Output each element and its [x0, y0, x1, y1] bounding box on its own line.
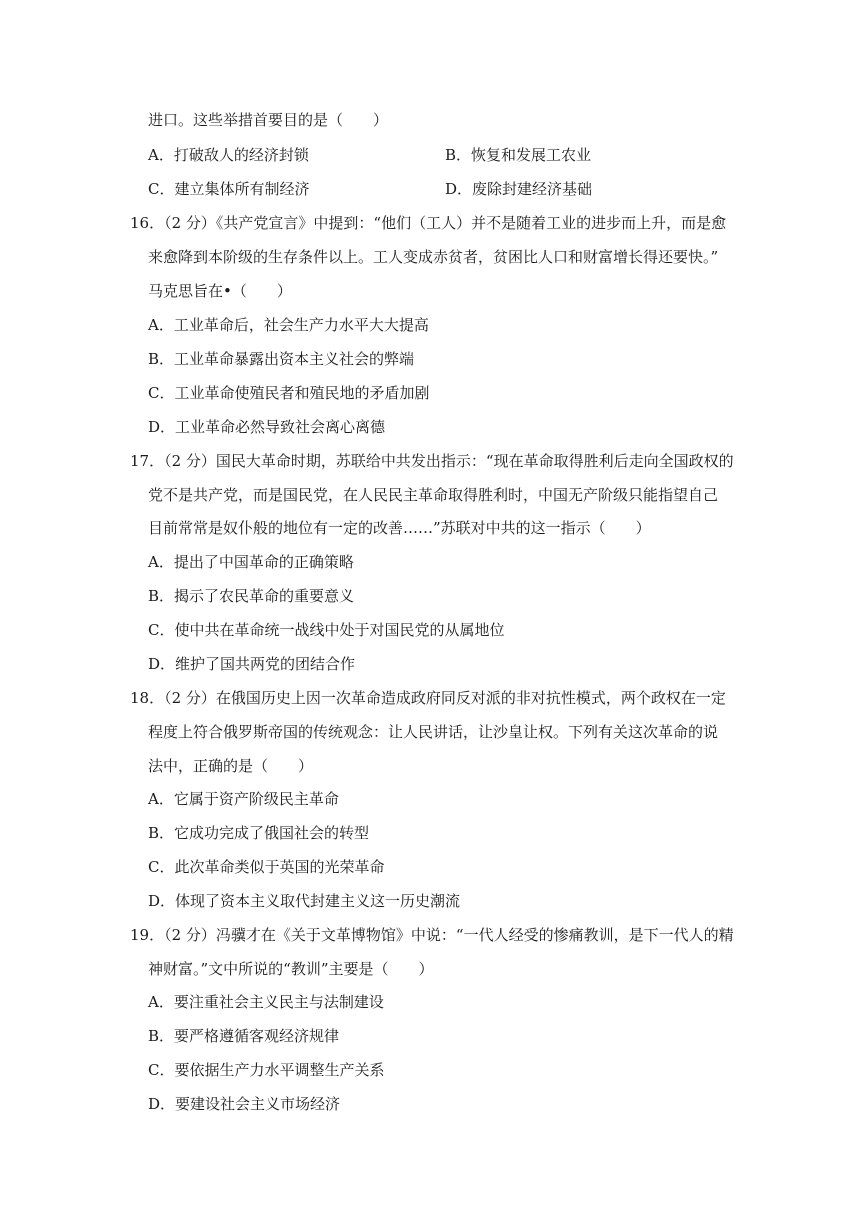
q19-option-d: D．要建设社会主义市场经济 [148, 1095, 341, 1113]
q16-stem-line-2: 来愈降到本阶级的生存条件以上。工人变成赤贫者，贫困比人口和财富增长得还要快。” [148, 248, 719, 266]
q19-option-b: B．要严格遵循客观经济规律 [148, 1027, 340, 1045]
q17-option-b: B．揭示了农民革命的重要意义 [148, 587, 355, 605]
q15-stem-tail: 进口。这些举措首要目的是（ ） [148, 111, 389, 129]
q16-option-a: A．工业革命后，社会生产力水平大大提高 [148, 316, 429, 334]
q18-option-a: A．它属于资产阶级民主革命 [148, 790, 339, 808]
q19-option-c: C．要依据生产力水平调整生产关系 [148, 1061, 385, 1079]
q18-stem-line-2: 程度上符合俄罗斯帝国的传统观念：让人民讲话，让沙皇让权。下列有关这次革命的说 [148, 723, 719, 741]
q18-option-c: C．此次革命类似于英国的光荣革命 [148, 858, 385, 876]
q16-stem-line-1: 16．（2 分）《共产党宣言》中提到：“他们（工人）并不是随着工业的进步而上升，而是愈 [130, 214, 727, 232]
q17-stem-line-1: 17．（2 分）国民大革命时期，苏联给中共发出指示：“现在革命取得胜利后走向全国政权的 [130, 452, 734, 470]
q18-option-b: B．它成功完成了俄国社会的转型 [148, 824, 370, 842]
q18-stem-line-1: 18．（2 分）在俄国历史上因一次革命造成政府同反对派的非对抗性模式，两个政权在一定 [130, 689, 726, 707]
q15-option-b: B．恢复和发展工农业 [445, 146, 592, 164]
q15-option-d: D．废除封建经济基础 [445, 180, 593, 198]
q15-option-a: A．打破敌人的经济封锁 [148, 146, 309, 164]
q16-option-b: B．工业革命暴露出资本主义社会的弊端 [148, 350, 415, 368]
q18-stem-line-3: 法中，正确的是（ ） [148, 757, 314, 775]
q19-option-a: A．要注重社会主义民主与法制建设 [148, 993, 384, 1011]
q17-stem-line-2: 党不是共产党，而是国民党，在人民民主革命取得胜利时，中国无产阶级只能指望自己 [148, 486, 719, 504]
q16-option-d: D．工业革命必然导致社会离心离德 [148, 418, 386, 436]
q17-option-c: C．使中共在革命统一战线中处于对国民党的从属地位 [148, 621, 505, 639]
q15-option-c: C．建立集体所有制经济 [148, 180, 310, 198]
q17-option-a: A．提出了中国革命的正确策略 [148, 553, 354, 571]
q17-option-d: D．维护了国共两党的团结合作 [148, 655, 356, 673]
q16-stem-line-3: 马克思旨在•（ ） [148, 282, 292, 300]
q18-option-d: D．体现了资本主义取代封建主义这一历史潮流 [148, 892, 461, 910]
q19-stem-line-1: 19．（2 分）冯骥才在《关于文革博物馆》中说：“一代人经受的惨痛教训，是下一代人的精 [130, 926, 734, 944]
q19-stem-line-2: 神财富。”文中所说的“教训”主要是（ ） [148, 960, 434, 978]
q17-stem-line-3: 目前常常是奴仆般的地位有一定的改善……”苏联对中共的这一指示（ ） [148, 519, 651, 537]
q16-option-c: C．工业革命使殖民者和殖民地的矛盾加剧 [148, 384, 430, 402]
